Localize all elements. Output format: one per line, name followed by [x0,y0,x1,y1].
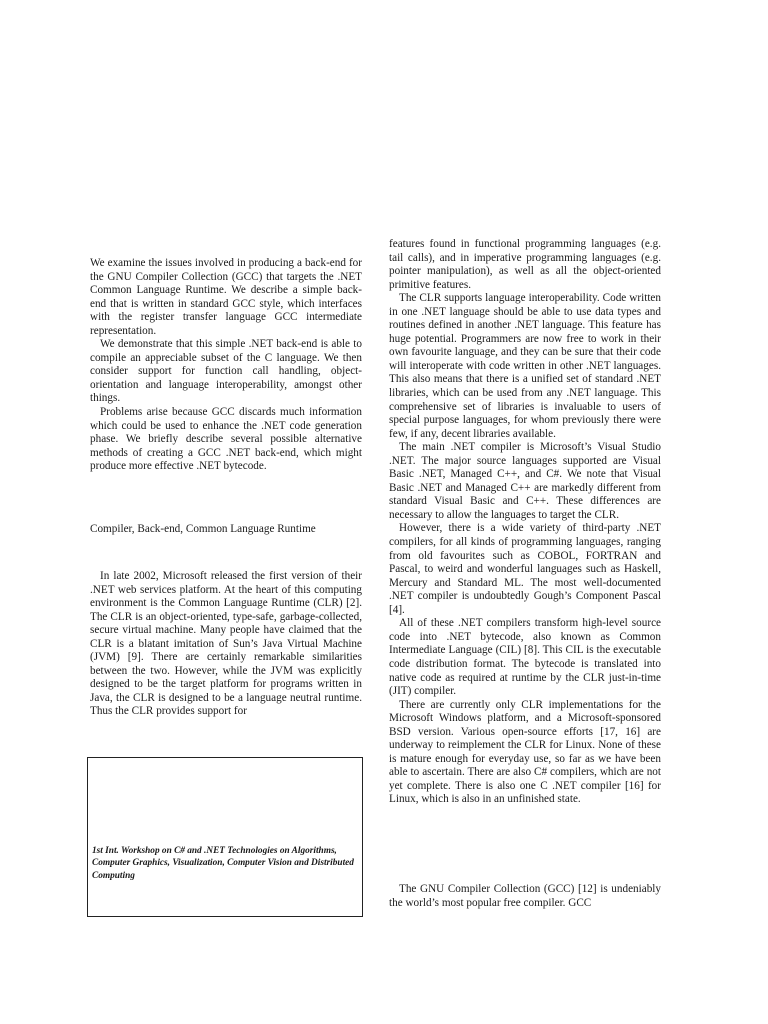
paragraph-visual-studio: The main .NET compiler is Microsoft’s Visual Studio .NET. The major source languages supported are Visual Basic .NET, Managed C++, and C#. We note that Visual Basic .NET and Managed C++ are markedly different from standard Visual Basic and C++. These differences are necessary to allow the languages to target the CLR. [389,441,661,521]
gcc-section-start [389,883,661,910]
workshop-note: 1st Int. Workshop on C# and .NET Technologies on Algorithms, Computer Graphics, Visualization, Computer Vision and Distributed Computing [92,846,354,881]
paragraph-gcc: The GNU Compiler Collection (GCC) [12] is undeniably the world’s most popular free compiler. GCC [389,883,661,909]
paragraph-implementations: There are currently only CLR implementations for the Microsoft Windows platform, and a Microsoft-sponsored BSD version. Various open-source efforts [17, 16] are underway to reimplement the CLR for Linux. None of these is mature enough for everyday use, so far as we have been able to ascertain. There are also C# compilers, which are not yet complete. There is also one C .NET compiler [16] for Linux, which is also in an unfinished state. [389,698,661,806]
paragraph-bytecode: All of these .NET compilers transform high-level source code into .NET bytecode, also known as Common Intermediate Language (CIL) [8]. This CIL is the executable code distribution format. The bytecode is translated into native code as required at runtime by the CLR just-in-time (JIT) compiler. [389,617,661,698]
introduction-paragraph-1: In late 2002, Microsoft released the first version of their .NET web services platform. At the heart of this computing environment is the Common Language Runtime (CLR) [2]. The CLR is an object-oriented, type-safe, garbage-collected, secure virtual machine. Many people have claimed that the CLR is a blatant imitation of Sun’s Java Virtual Machine (JVM) [9]. There are certainly remarkable similarities between the two. However, while the JVM was explicitly designed to be the target platform for programs written in Java, the CLR is designed to be a language neutral runtime. Thus the CLR provides support for [90,570,362,718]
abstract [90,257,362,474]
introduction-start [90,570,362,719]
introduction-continued [389,238,661,807]
paragraph-features: features found in functional programming languages (e.g. tail calls), and in imperative programming languages (e.g. pointer manipulation), as well as all the object-oriented primitive features. [389,238,661,291]
paragraph-interoperability: The CLR supports language interoperability. Code written in one .NET language should be able to use data types and routines defined in another .NET language. This feature has huge potential. Programmers are now free to work in their own favourite language, and they can be sure that their code will interoperate with code written in other .NET languages. This also means that there is a unified set of standard .NET libraries, which can be used from any .NET language. This comprehensive set of libraries is invaluable to users of special purpose languages, for whom previously there were few, if any, decent libraries available. [389,292,661,440]
paragraph-third-party: However, there is a wide variety of third-party .NET compilers, for all kinds of programming languages, ranging from old favourites such as COBOL, FORTRAN and Pascal, to weird and wonderful languages such as Haskell, Mercury and Standard ML. The most well-documented .NET compiler is undoubtedly Gough’s Component Pascal [4]. [389,522,661,616]
abstract-paragraph-3: Problems arise because GCC discards much information which could be used to enhance the .NET code generation phase. We briefly describe several possible alternative methods of creating a GCC .NET back-end, which might produce more effective .NET bytecode. [90,406,362,473]
keywords [90,523,362,537]
workshop-copyright-box [87,757,363,917]
abstract-paragraph-1: We examine the issues involved in producing a back-end for the GNU Compiler Collection (GCC) that targets the .NET Common Language Runtime. We describe a simple back-end that is written in standard GCC style, which interfaces with the register transfer language GCC intermediate representation. [90,257,362,337]
abstract-paragraph-2: We demonstrate that this simple .NET back-end is able to compile an appreciable subset of the C language. We then consider support for function call handling, object-orientation and language interoperability, amongst other things. [90,338,362,405]
keywords-text: Compiler, Back-end, Common Language Runtime [90,523,316,535]
